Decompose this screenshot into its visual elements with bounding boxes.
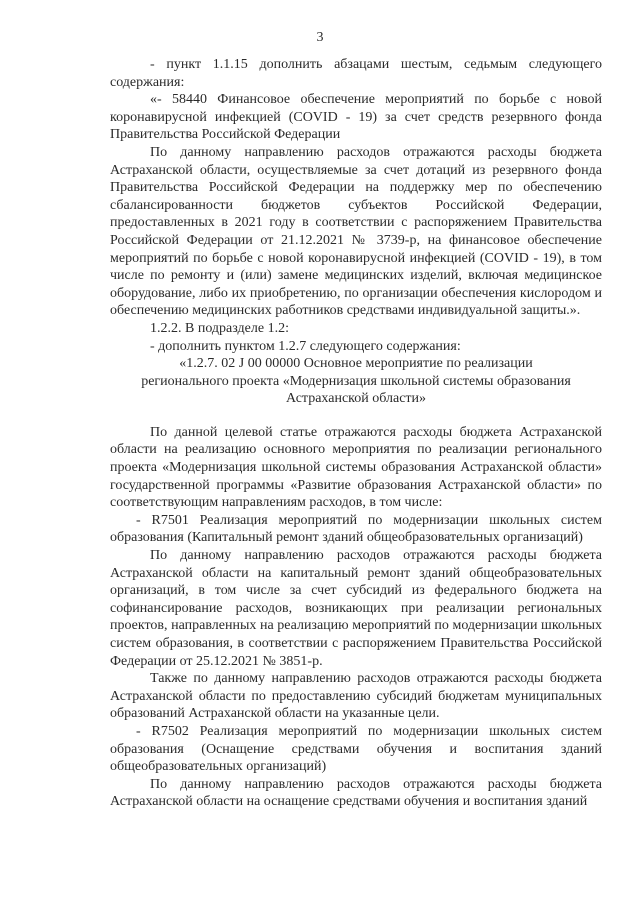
paragraph-code-r7501: - R7501 Реализация мероприятий по модернизации школьных систем образования (Капитальный ремонт зданий общеобразовательных организаций) — [110, 512, 602, 546]
paragraph-r7502-description: По данному направлению расходов отражаются расходы бюджета Астраханской области на оснащение средствами обучения и воспитания зданий — [110, 776, 602, 810]
paragraph-58440-description: По данному направлению расходов отражаются расходы бюджета Астраханской области, осуществляемые за счет дотаций из резервного фонда Правительства Российской Федерации на поддержку мер по обеспечению сбалансированности бюджетов субъектов Российской Федерации, предоставленных в 2021 году в соответствии с распоряжением Правительства Российской Федерации от 21.12.2021 № 3739-р, на финансовое обеспечение мероприятий по борьбе с новой коронавирусной инфекцией (COVID - 19), в том числе по ремонту и (или) замене медицинских изделий, включая медицинское оборудование, либо их приобретению, по организации обеспечения кислородом и обеспечению медицинских работников средствами индивидуальной защиты.». — [110, 144, 602, 319]
paragraph-code-r7502: - R7502 Реализация мероприятий по модернизации школьных систем образования (Оснащение средствами обучения и воспитания зданий общеобразовательных организаций) — [110, 723, 602, 775]
document-body — [110, 56, 602, 811]
paragraph-add-127: - дополнить пунктом 1.2.7 следующего содержания: — [150, 338, 461, 354]
paragraph-subsection-122: 1.2.2. В подразделе 1.2: — [150, 320, 289, 336]
paragraph-amendment-1115: - пункт 1.1.15 дополнить абзацами шестым, седьмым следующего содержания: — [110, 57, 602, 90]
paragraph-subsidies: Также по данному направлению расходов отражаются расходы бюджета Астраханской области по предоставлению субсидий бюджетам муниципальных образований Астраханской области на указанные цели. — [110, 671, 602, 722]
page-number: 3 — [316, 30, 324, 45]
paragraph-r7501-description: По данному направлению расходов отражаются расходы бюджета Астраханской области на капитальный ремонт зданий общеобразовательных организаций, в том числе за счет субсидий из федерального бюджета на софинансирование расходов, возникающих при реализации региональных проектов, направленных на реализацию мероприятий по модернизации школьных систем образования, в соответствии с распоряжением Правительства Российской Федерации от 25.12.2021 № 3851-р. — [110, 548, 602, 669]
paragraph-target-article: По данной целевой статье отражаются расходы бюджета Астраханской области на реализацию основного мероприятия по реализации регионального проекта «Модернизация школьной системы образования Астраханской области» государственной программы «Развитие образования Астраханской области» по соответствующим направлениям расходов, в том числе: — [110, 424, 602, 511]
section-heading-127: «1.2.7. 02 J 00 00000 Основное мероприятие по реализации регионального проекта «Модернизация школьной системы образования Астраханской области» — [141, 356, 571, 407]
paragraph-code-58440: «- 58440 Финансовое обеспечение мероприятий по борьбе с новой коронавирусной инфекцией (COVID - 19) за счет средств резервного фонда Правительства Российской Федерации — [110, 92, 602, 143]
